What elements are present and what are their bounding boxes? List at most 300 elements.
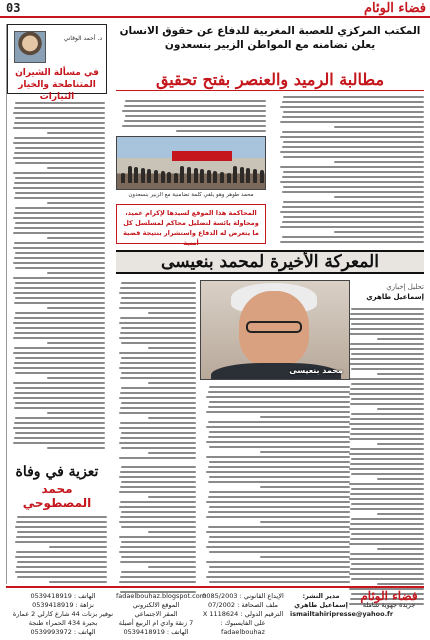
- text-line: [124, 105, 267, 107]
- text-line: [334, 161, 424, 163]
- legal-line: الإيداع القانوني : 0085/2003: [202, 592, 284, 600]
- text-line: [15, 177, 105, 179]
- text-line: [148, 496, 196, 498]
- text-line: [121, 297, 196, 299]
- text-line: [15, 402, 105, 404]
- text-line: [15, 327, 105, 329]
- text-line: [209, 431, 350, 433]
- text-line: [15, 297, 105, 299]
- text-line: [13, 232, 105, 234]
- text-line: [351, 398, 424, 400]
- newspaper-logo: فضاء الوئام: [363, 1, 426, 16]
- text-line: [15, 571, 107, 573]
- text-line: [15, 556, 107, 558]
- text-line: [14, 182, 105, 184]
- crowd-figure: [174, 173, 178, 183]
- text-line: [119, 412, 196, 414]
- text-line: [122, 125, 266, 127]
- text-line: [351, 413, 424, 415]
- text-line: [280, 151, 424, 153]
- footer-email[interactable]: ismailtahiripresse@yahoo.fr: [290, 610, 394, 618]
- crowd-figure: [220, 172, 224, 183]
- text-line: [280, 181, 424, 183]
- text-line: [260, 416, 350, 418]
- text-line: [351, 488, 424, 490]
- text-line: [349, 393, 424, 395]
- text-line: [15, 312, 105, 314]
- crowd-figure: [227, 173, 231, 183]
- text-line: [209, 491, 350, 493]
- text-line: [120, 332, 196, 334]
- text-line: [350, 463, 424, 465]
- text-line: [119, 337, 196, 339]
- text-line: [15, 357, 105, 359]
- text-line: [334, 126, 424, 128]
- text-line: [15, 162, 105, 164]
- text-line: [14, 212, 105, 214]
- text-line: [13, 217, 105, 219]
- text-line: [206, 471, 350, 473]
- text-line: [121, 571, 196, 573]
- text-line: [209, 401, 350, 403]
- text-line: [206, 456, 350, 458]
- text-line: [120, 317, 196, 319]
- text-line: [148, 312, 196, 314]
- text-line: [15, 117, 105, 119]
- text-line: [260, 486, 350, 488]
- text-line: [349, 483, 424, 485]
- text-line: [119, 551, 196, 553]
- text-line: [377, 583, 424, 585]
- text-line: [120, 377, 196, 379]
- crowd-figure: [154, 170, 158, 183]
- text-line: [208, 466, 351, 468]
- text-line: [119, 427, 196, 429]
- feature-text-center: [200, 386, 350, 586]
- text-line: [15, 207, 105, 209]
- text-line: [349, 498, 424, 500]
- feature-text-left-lower: [116, 466, 196, 596]
- text-line: [121, 447, 196, 449]
- text-line: [122, 110, 266, 112]
- text-line: [148, 417, 196, 419]
- text-line: [119, 491, 196, 493]
- text-line: [14, 392, 105, 394]
- text-line: [119, 367, 196, 369]
- text-line: [13, 112, 105, 114]
- crowd-figure: [180, 166, 184, 183]
- text-line: [47, 447, 105, 449]
- text-line: [14, 152, 105, 154]
- contact-line: 7 زنقة وادي ام الربيع أصيلة: [118, 619, 194, 627]
- crowd-figure: [134, 167, 138, 183]
- footer-address: [8, 592, 118, 637]
- text-line: [206, 576, 350, 578]
- condolence-notice: [7, 464, 107, 584]
- text-line: [13, 247, 105, 249]
- text-line: [13, 442, 105, 444]
- text-line: [14, 347, 105, 349]
- text-line: [13, 322, 105, 324]
- text-line: [17, 561, 107, 563]
- crowd-figure: [253, 169, 257, 183]
- column-title: في مسألة الشيران المتناطحة والخيار التيارات: [15, 68, 99, 102]
- feature-text-left: [116, 282, 196, 462]
- text-line: [13, 427, 105, 429]
- text-line: [121, 556, 196, 558]
- text-line: [120, 561, 196, 563]
- text-line: [119, 536, 196, 538]
- crowd-figure: [121, 173, 125, 183]
- text-line: [120, 546, 196, 548]
- text-line: [120, 422, 196, 424]
- footer: [6, 586, 424, 638]
- text-line: [350, 358, 424, 360]
- text-line: [209, 461, 350, 463]
- address-line: بحيرة 434 الحمراء طنجة: [28, 619, 98, 627]
- text-line: [120, 407, 196, 409]
- text-line: [14, 107, 105, 109]
- text-line: [206, 396, 350, 398]
- text-line: [121, 541, 196, 543]
- text-line: [351, 473, 424, 475]
- text-line: [377, 408, 424, 410]
- text-line: [13, 292, 105, 294]
- text-line: [209, 566, 350, 568]
- footer-contact: [116, 592, 207, 637]
- text-line: [377, 548, 424, 550]
- text-line: [349, 438, 424, 440]
- main-area: [116, 24, 424, 584]
- text-line: [334, 196, 424, 198]
- text-line: [148, 566, 196, 568]
- columnist-name: د. أحمد الوقاني: [63, 35, 102, 42]
- text-line: [351, 503, 424, 505]
- text-line: [15, 526, 107, 528]
- text-line: [14, 137, 105, 139]
- text-line: [349, 423, 424, 425]
- text-line: [120, 576, 196, 578]
- text-line: [47, 237, 105, 239]
- crowd-figure: [161, 171, 165, 183]
- legal-line: ملف الصحافة : 07/2002: [208, 601, 278, 609]
- text-line: [280, 106, 424, 108]
- footer-logo: فضاء الوئام: [360, 589, 418, 603]
- text-line: [119, 307, 196, 309]
- text-line: [350, 448, 424, 450]
- article-headline: مطالبة الرميد والعنصر بفتح تحقيق: [116, 69, 424, 91]
- website-link[interactable]: fadaelbouhaz.blogspot.com: [116, 592, 207, 600]
- crowd-figure: [147, 169, 151, 183]
- text-line: [349, 453, 424, 455]
- text-line: [121, 372, 196, 374]
- text-line: [119, 476, 196, 478]
- text-line: [120, 501, 196, 503]
- text-line: [120, 362, 196, 364]
- text-line: [377, 478, 424, 480]
- text-line: [148, 531, 196, 533]
- text-line: [49, 581, 107, 583]
- text-line: [349, 333, 424, 335]
- text-line: [14, 407, 105, 409]
- text-line: [350, 523, 424, 525]
- text-line: [208, 391, 351, 393]
- text-line: [349, 348, 424, 350]
- text-line: [283, 216, 424, 218]
- text-line: [377, 338, 424, 340]
- text-line: [208, 571, 351, 573]
- director-label: مدير النشر:: [302, 592, 340, 600]
- text-line: [283, 186, 424, 188]
- text-line: [208, 511, 351, 513]
- text-line: [206, 411, 350, 413]
- text-line: [283, 141, 424, 143]
- text-line: [206, 426, 350, 428]
- text-line: [351, 368, 424, 370]
- left-column: [6, 24, 110, 584]
- text-line: [14, 122, 105, 124]
- text-line: [15, 222, 105, 224]
- text-line: [351, 308, 424, 310]
- text-line: [209, 476, 350, 478]
- text-line: [260, 556, 350, 558]
- text-line: [47, 342, 105, 344]
- text-line: [120, 516, 196, 518]
- text-line: [208, 406, 351, 408]
- text-line: [14, 227, 105, 229]
- text-line: [121, 342, 196, 344]
- condolence-title: تعزية في وفاة: [15, 464, 99, 480]
- text-line: [47, 377, 105, 379]
- photo-caption: محمد طوهر وهو يلقي كلمة تضامنية مع الزبير بنسعدون: [128, 192, 254, 198]
- text-line: [16, 566, 107, 568]
- portrait-photo: [200, 280, 350, 380]
- text-line: [120, 302, 196, 304]
- text-line: [350, 568, 424, 570]
- text-line: [15, 102, 105, 104]
- text-line: [260, 451, 350, 453]
- text-line: [125, 100, 266, 102]
- text-line: [208, 481, 351, 483]
- pull-quote: المحاكمة هذا الموقع لسيدها لإكرام عميد، ومحاولة يائسة لتضليل محاكم لمسلسل كل ما يتعرض له الدفاع واستشرار بنتيجة قضية أمنية: [116, 204, 266, 244]
- text-line: [121, 432, 196, 434]
- byline: [346, 282, 424, 302]
- text-line: [206, 516, 350, 518]
- text-line: [351, 428, 424, 430]
- text-line: [209, 506, 350, 508]
- text-line: [14, 287, 105, 289]
- text-line: [350, 403, 424, 405]
- text-line: [121, 357, 196, 359]
- text-line: [282, 176, 425, 178]
- text-line: [15, 372, 105, 374]
- text-line: [349, 318, 424, 320]
- text-line: [209, 581, 350, 583]
- article-subheadline: المكتب المركزي للعصبة المغربية للدفاع عن حقوق الانسان يعلن تضامنه مع المواطن الزبير بنسعدون: [119, 25, 421, 51]
- text-line: [349, 378, 424, 380]
- text-line: [282, 131, 425, 133]
- contact-line: المقر الاجتماعي: [134, 610, 178, 618]
- column-body-text: [9, 102, 105, 452]
- text-line: [121, 387, 196, 389]
- text-line: [208, 436, 351, 438]
- protest-photo: [116, 136, 266, 190]
- text-line: [120, 471, 196, 473]
- text-line: [206, 531, 350, 533]
- text-line: [350, 313, 424, 315]
- crowd-figure: [187, 167, 191, 183]
- text-line: [15, 282, 105, 284]
- text-line: [14, 317, 105, 319]
- text-line: [13, 382, 105, 384]
- text-line: [120, 287, 196, 289]
- text-line: [125, 115, 266, 117]
- text-line: [15, 252, 105, 254]
- text-line: [260, 521, 350, 523]
- text-line: [14, 437, 105, 439]
- text-line: [121, 282, 196, 284]
- text-line: [121, 327, 196, 329]
- text-line: [13, 352, 105, 354]
- text-line: [120, 392, 196, 394]
- text-line: [351, 563, 424, 565]
- text-line: [15, 432, 105, 434]
- text-line: [13, 262, 105, 264]
- text-line: [13, 187, 105, 189]
- text-line: [350, 508, 424, 510]
- crowd-figure: [194, 168, 198, 183]
- text-line: [208, 496, 351, 498]
- text-line: [121, 526, 196, 528]
- text-line: [282, 101, 425, 103]
- text-line: [119, 322, 196, 324]
- text-line: [280, 241, 424, 243]
- text-line: [377, 373, 424, 375]
- text-line: [47, 412, 105, 414]
- text-line: [13, 157, 105, 159]
- text-line: [47, 307, 105, 309]
- text-line: [209, 536, 350, 538]
- text-line: [209, 386, 350, 388]
- text-line: [282, 206, 425, 208]
- crowd-figure: [260, 170, 264, 183]
- text-line: [148, 382, 196, 384]
- text-line: [119, 506, 196, 508]
- text-line: [49, 546, 107, 548]
- text-line: [282, 236, 425, 238]
- text-line: [15, 541, 107, 543]
- text-line: [15, 387, 105, 389]
- crowd-figure: [246, 168, 250, 183]
- text-line: [349, 558, 424, 560]
- text-line: [120, 437, 196, 439]
- text-line: [15, 267, 105, 269]
- footer-legal: [200, 592, 286, 637]
- condolence-name: محمد المصطوحي: [22, 482, 92, 510]
- text-line: [350, 388, 424, 390]
- text-line: [350, 433, 424, 435]
- text-line: [350, 328, 424, 330]
- text-line: [283, 156, 424, 158]
- crowd-figure: [141, 168, 145, 183]
- crowd-figure: [240, 167, 244, 183]
- text-line: [16, 521, 107, 523]
- address-line: الهاتف : 0539993972: [30, 628, 96, 636]
- text-line: [16, 536, 107, 538]
- text-line: [119, 457, 196, 459]
- text-line: [121, 466, 196, 468]
- text-line: [350, 553, 424, 555]
- text-line: [377, 443, 424, 445]
- text-line: [351, 533, 424, 535]
- text-line: [119, 292, 196, 294]
- text-line: [283, 111, 424, 113]
- text-line: [282, 191, 425, 193]
- text-line: [206, 546, 350, 548]
- text-line: [14, 302, 105, 304]
- text-line: [121, 481, 196, 483]
- text-line: [14, 362, 105, 364]
- text-line: [14, 197, 105, 199]
- text-line: [209, 551, 350, 553]
- text-line: [351, 353, 424, 355]
- text-line: [119, 521, 196, 523]
- text-line: [119, 352, 196, 354]
- article-text-right: [274, 96, 424, 246]
- text-line: [148, 452, 196, 454]
- text-line: [280, 136, 424, 138]
- text-line: [14, 242, 105, 244]
- text-line: [13, 337, 105, 339]
- text-line: [176, 130, 266, 132]
- director-name: إسماعيل طاهري: [294, 601, 348, 609]
- text-line: [206, 561, 350, 563]
- text-line: [15, 147, 105, 149]
- text-line: [206, 441, 350, 443]
- text-line: [280, 166, 424, 168]
- text-line: [351, 323, 424, 325]
- text-line: [280, 226, 424, 228]
- text-line: [283, 201, 424, 203]
- contact-line: الموقع الالكتروني: [132, 601, 180, 609]
- byline-kicker: تحليل إخباري: [386, 283, 424, 291]
- text-line: [16, 551, 107, 553]
- text-line: [206, 501, 350, 503]
- text-line: [14, 422, 105, 424]
- portrait-glasses: [246, 321, 302, 333]
- legal-line: الترقيم الدولي : 1118624 X: [202, 610, 284, 618]
- text-line: [208, 541, 351, 543]
- text-line: [119, 397, 196, 399]
- text-line: [208, 421, 351, 423]
- crowd-figure: [200, 169, 204, 183]
- text-line: [349, 573, 424, 575]
- byline-author: إسماعيل طاهري: [366, 293, 424, 301]
- text-line: [209, 446, 350, 448]
- address-line: نوفير بزنات 44 شارع كارلي 2 عمارة: [12, 610, 114, 618]
- text-line: [283, 96, 424, 98]
- text-line: [15, 417, 105, 419]
- address-line: نزاهة : 0539418919: [32, 601, 94, 609]
- feature-headline: المعركة الأخيرة لمحمد بنعيسى: [116, 250, 424, 274]
- text-line: [47, 167, 105, 169]
- text-line: [124, 120, 267, 122]
- legal-line: على الفايسبوك : fadaelbouhaz: [220, 619, 266, 636]
- text-line: [351, 383, 424, 385]
- text-line: [148, 347, 196, 349]
- text-line: [47, 132, 105, 134]
- text-line: [119, 442, 196, 444]
